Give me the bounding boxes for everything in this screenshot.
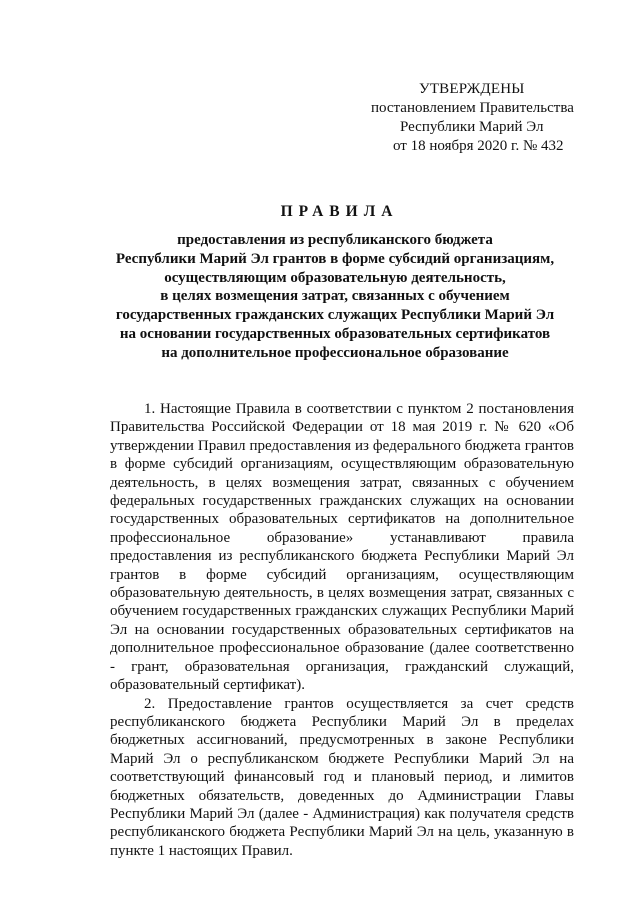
document-body [110,400,574,860]
document-title: ПРАВИЛА [280,203,399,220]
paragraph-1: 1. Настоящие Правила в соответствии с пунктом 2 постановления Правительства Российской Федерации от 18 мая 2019 г. № 620 «Об утверждении Правил предоставления из федерального бюджета грантов в форме субсидий организациям, осуществляющим образовательную деятельность, в целях возмещения затрат, связанных с обучением федеральных государственных гражданских служащих на основании государственных образовательных сертификатов на дополнительное профессиональное образование» устанавливают правила предоставления из республиканского бюджета Республики Марий Эл грантов в форме субсидий организациям, осуществляющим образовательную деятельность, в целях возмещения затрат, связанных с обучением государственных гражданских служащих Республики Марий Эл на основании государственных образовательных сертификатов на дополнительное профессиональное образование (далее соответственно - грант, образовательная организация, гражданский служащий, образовательный сертификат). [110,401,574,694]
subtitle-line: в целях возмещения затрат, связанных с обучением [160,288,510,305]
subtitle-line: осуществляющим образовательную деятельность, [164,269,506,286]
subtitle-line: государственных гражданских служащих Республики Марий Эл [115,307,555,324]
subtitle-line: предоставления из республиканского бюджета [177,232,493,248]
subtitle-line: на основании государственных образовательных сертификатов [119,325,551,342]
paragraph-2: 2. Предоставление грантов осуществляется за счет средств республиканского бюджета Республики Марий Эл в пределах бюджетных ассигнований, предусмотренных в законе Республики Марий Эл о республиканском бюджете Республики Марий Эл на соответствующий финансовый год и плановый период, и лимитов бюджетных обязательств, доведенных до Администрации Главы Республики Марий Эл (далее - Администрация) как получателя средств республиканского бюджета Республики Марий Эл на цель, указанную в пункте 1 настоящих Правил. [110,695,574,859]
approval-heading: УТВЕРЖДЕНЫ [419,81,525,97]
approval-date-number: от 18 ноября 2020 г. № 432 [393,138,564,154]
subtitle-line: на дополнительное профессиональное образование [161,344,509,361]
approval-republic-line: Республики Марий Эл [400,119,544,135]
subtitle-line: Республики Марий Эл грантов в форме субсидий организациям, [115,250,555,267]
document-subtitle [100,231,570,363]
approval-resolution-line: постановлением Правительства [371,100,574,116]
